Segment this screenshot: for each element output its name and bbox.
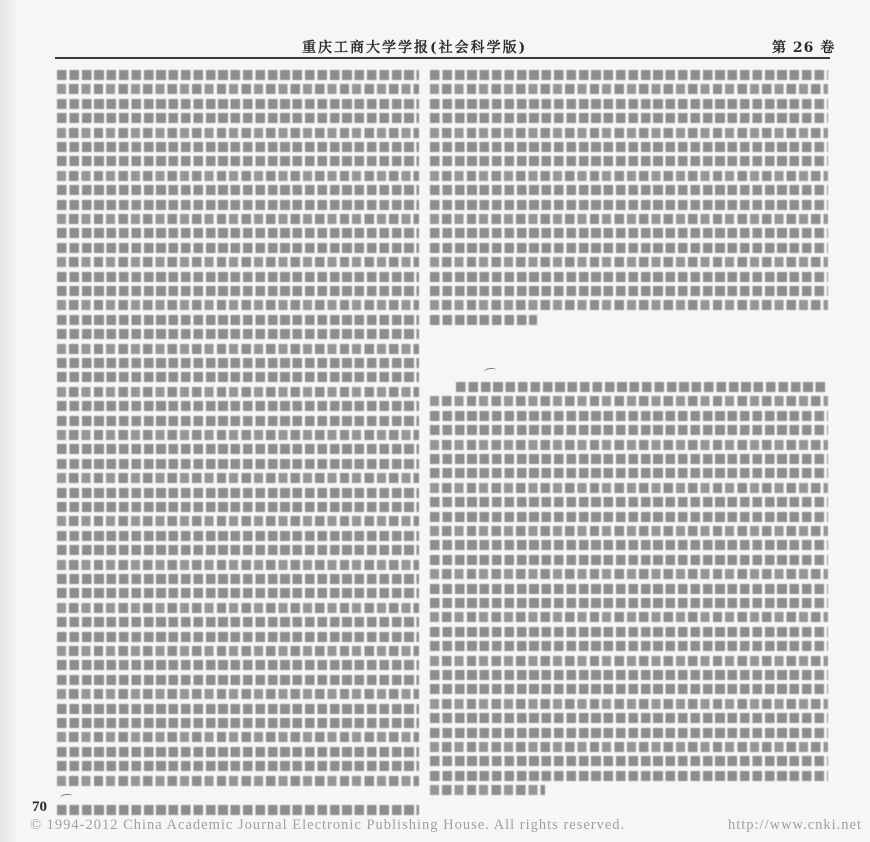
illegible-text-line: [57, 617, 419, 627]
illegible-text-line: [430, 84, 828, 94]
illegible-text-line: [430, 497, 828, 507]
illegible-text-line: [430, 228, 828, 238]
illegible-text-line: [57, 574, 419, 584]
illegible-text-line: [57, 387, 419, 397]
illegible-text-line: [57, 747, 419, 757]
illegible-text-line: [430, 396, 828, 406]
illegible-text-line: [430, 113, 828, 123]
header-rule: [55, 57, 830, 59]
illegible-text-line: [57, 805, 419, 815]
illegible-text-line: [430, 99, 828, 109]
illegible-text-line: [57, 84, 419, 94]
illegible-text-line: [430, 569, 828, 579]
illegible-text-line: [57, 315, 419, 325]
illegible-text-line: [430, 540, 828, 550]
illegible-text-line: [57, 704, 419, 714]
illegible-text-line: [57, 732, 419, 742]
illegible-text-line: [430, 584, 828, 594]
illegible-text-line: [57, 329, 419, 339]
illegible-text-line: [430, 612, 828, 622]
illegible-text-line: [57, 358, 419, 368]
illegible-text-line: [430, 257, 828, 267]
illegible-text-line: [57, 185, 419, 195]
illegible-text-line: [57, 646, 419, 656]
illegible-text-line: [57, 689, 419, 699]
illegible-text-line: [430, 128, 828, 138]
illegible-text-line: [57, 588, 419, 598]
illegible-text-line: [430, 70, 828, 80]
page-number: 70: [32, 799, 47, 815]
illegible-text-line: [57, 156, 419, 166]
copyright-notice: © 1994-2012 China Academic Journal Electronic Publishing House. All rights reserved.: [30, 816, 626, 833]
illegible-text-line: [57, 488, 419, 498]
illegible-text-line: [430, 598, 828, 608]
illegible-text-line: [57, 545, 419, 555]
illegible-text-line: [430, 411, 828, 421]
footnote-separator: [60, 793, 73, 801]
illegible-text-line: [430, 483, 828, 493]
illegible-text-line: [430, 425, 828, 435]
illegible-text-line: [430, 713, 828, 723]
illegible-text-line: [57, 272, 419, 282]
illegible-text-line: [430, 670, 828, 680]
scan-edge-shadow: [0, 0, 18, 842]
illegible-text-line: [57, 459, 419, 469]
illegible-text-line: [57, 660, 419, 670]
illegible-text-line: [430, 243, 828, 253]
illegible-text-line: [430, 742, 828, 752]
illegible-text-line: [57, 675, 419, 685]
illegible-text-line: [430, 512, 828, 522]
illegible-text-line: [430, 627, 828, 637]
illegible-text-line: [57, 473, 419, 483]
volume-label: 第 26 卷: [772, 40, 836, 56]
illegible-text-line: [430, 454, 828, 464]
illegible-text-line: [430, 756, 828, 766]
illegible-text-line: [57, 286, 419, 296]
illegible-text-line: [57, 560, 419, 570]
illegible-text-line: [57, 444, 419, 454]
illegible-text-line: [57, 99, 419, 109]
illegible-text-line: [57, 228, 419, 238]
illegible-text-line: [57, 502, 419, 512]
illegible-text-line: [57, 257, 419, 267]
illegible-text-line: [57, 142, 419, 152]
illegible-text-line: [430, 440, 828, 450]
illegible-text-line: [57, 243, 419, 253]
illegible-text-line: [57, 531, 419, 541]
illegible-text-line: [57, 603, 419, 613]
illegible-text-line: [57, 70, 419, 80]
illegible-text-line: [430, 728, 828, 738]
illegible-text-line: [430, 684, 828, 694]
illegible-text-line: [430, 771, 828, 781]
illegible-text-line: [430, 142, 828, 152]
illegible-text-line: [57, 344, 419, 354]
illegible-text-line: [430, 641, 828, 651]
journal-title: 重庆工商大学学报(社会科学版): [302, 40, 528, 56]
source-url: http://www.cnki.net: [727, 816, 862, 833]
illegible-text-line: [430, 286, 828, 296]
illegible-text-line: [430, 171, 828, 181]
illegible-text-line: [430, 185, 828, 195]
illegible-text-line: [430, 468, 828, 478]
illegible-text-line: [430, 156, 828, 166]
illegible-text-line: [57, 113, 419, 123]
illegible-text-line: [57, 401, 419, 411]
illegible-text-line: [456, 382, 828, 392]
copyright-footer: [30, 815, 862, 835]
illegible-text-line: [57, 128, 419, 138]
illegible-text-line: [430, 526, 828, 536]
illegible-text-line: [57, 171, 419, 181]
illegible-text-line: [57, 761, 419, 771]
illegible-text-line: [430, 656, 828, 666]
illegible-text-line: [430, 315, 537, 325]
illegible-text-line: [57, 776, 419, 786]
illegible-text-line: [57, 516, 419, 526]
illegible-text-line: [57, 214, 419, 224]
illegible-text-line: [430, 699, 828, 709]
illegible-text-line: [57, 200, 419, 210]
illegible-text-line: [57, 430, 419, 440]
section-mark: [484, 367, 497, 375]
illegible-text-line: [57, 372, 419, 382]
illegible-text-line: [57, 300, 419, 310]
illegible-text-line: [430, 300, 828, 310]
illegible-text-line: [430, 200, 828, 210]
illegible-text-line: [57, 416, 419, 426]
illegible-text-line: [430, 785, 545, 795]
illegible-text-line: [57, 718, 419, 728]
illegible-text-line: [430, 555, 828, 565]
illegible-text-line: [430, 272, 828, 282]
illegible-text-line: [57, 632, 419, 642]
illegible-text-line: [430, 214, 828, 224]
